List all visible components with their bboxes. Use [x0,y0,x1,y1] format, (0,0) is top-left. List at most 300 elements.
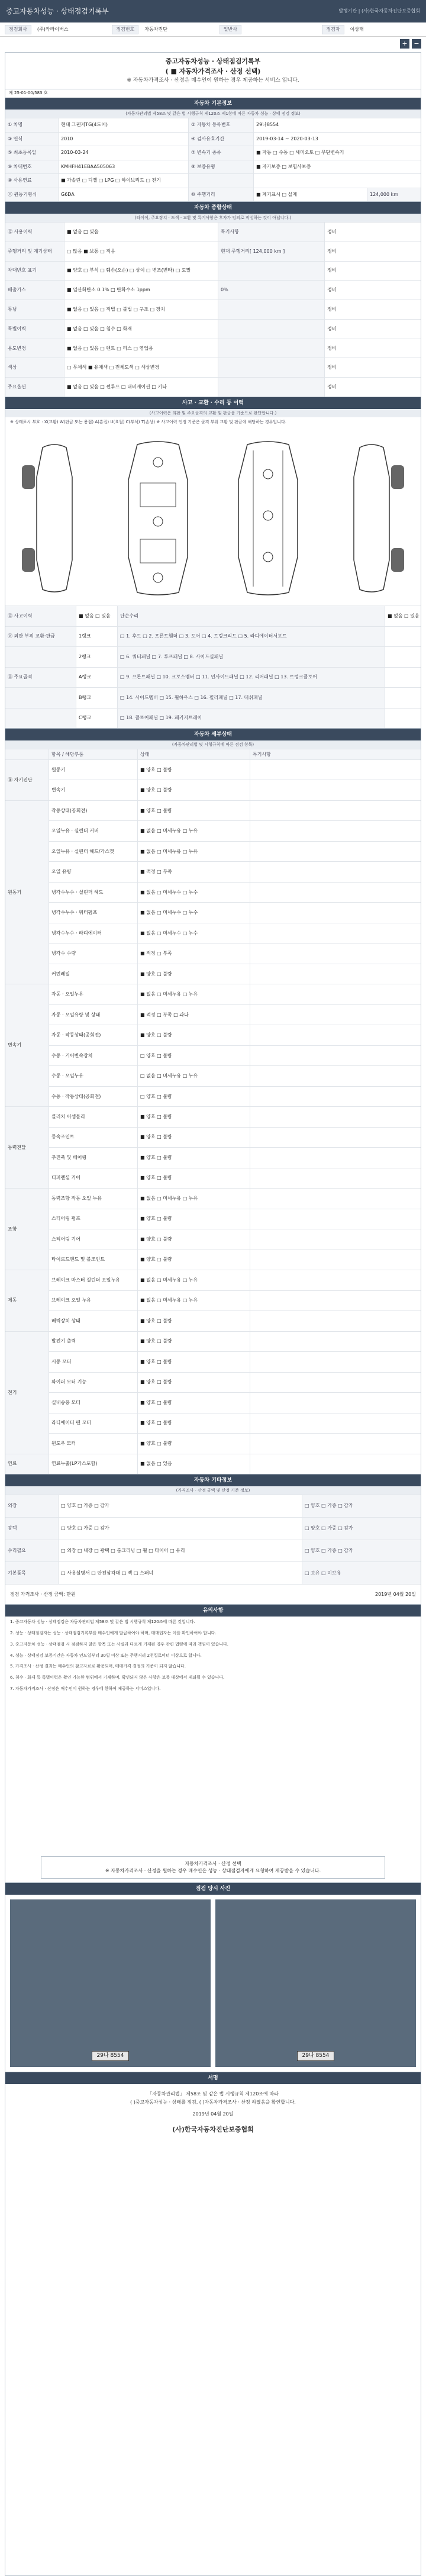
table-cell [218,378,325,397]
detail-row [49,800,421,820]
table-cell: 29나8554 [256,122,279,128]
detail-note [250,1291,421,1310]
table-cell: □ 9. 프론트패널 □ 10. 크로스멤버 □ 11. 인사이드패널 □ 12. 리어패널 □ 13. 트렁크플로어 [118,668,385,688]
table-cell: 튜닝 [5,300,64,319]
table-row [5,280,421,300]
detail-status: ■ 없음 □ 있음 [138,1454,250,1474]
summary-note: (타이어, 주요장치 · 도색 · 교환 및 특기사항은 후자가 임의로 작성하는 것이 아닙니다.) [5,214,421,222]
table-cell: □ 양호 □ 가증 □ 감가 [59,1495,302,1517]
table-cell: 현재 주행거리[ 124,000 km ] [218,242,325,261]
detail-group-label: 원동기 [5,800,49,984]
detail-item: 타이로드엔드 및 볼조인트 [49,1250,138,1270]
table-cell: ■ 없음 □ 있음 [64,223,218,242]
detail-item: 자동 · 오일유량 및 상태 [49,1005,138,1025]
detail-item: 원동기 [49,760,138,780]
table-row [5,339,421,358]
detail-group [5,984,421,1106]
basic-info-title: 자동차 기본정보 [5,98,421,110]
detail-status: ■ 양호 □ 불량 [138,1148,250,1167]
toolbar [0,37,426,52]
table-row [5,1540,421,1562]
table-cell [218,262,325,281]
detail-note [250,964,421,984]
detail-item: 연료누출(LP가스포함) [49,1454,138,1474]
detail-row [49,1270,421,1290]
sign-section [5,2072,421,2575]
detail-item: 브레이크 마스터 실린더 오일누유 [49,1270,138,1290]
detail-item: 수동 · 기어변속장치 [49,1046,138,1065]
detail-note [250,1229,421,1249]
detail-row [49,1168,421,1188]
detail-row [49,1127,421,1147]
detail-group-label: ⑯ 자기진단 [5,759,49,800]
detail-note [250,1413,421,1433]
table-cell: KMHFH41EBAA505063 [59,160,189,174]
basic-info-note: (자동차관리법 제58조 및 같은 법 시행규칙 제120조 제1항에 따른 자동차 성능 · 상태 점검 정보) [5,110,421,118]
detail-row [49,1229,421,1249]
detail-status: ■ 양호 □ 불량 [138,801,250,820]
detail-status: ■ 양호 □ 불량 [138,1250,250,1270]
table-cell: 광택 [5,1518,59,1540]
table-row [5,667,421,688]
table-cell: B랭크 [76,688,118,708]
table-cell: 0% [218,281,325,300]
table-row [5,261,421,281]
accident-table [5,606,421,728]
table-cell: □ 6. 쿼터패널 □ 7. 루프패널 □ 8. 사이드실패널 [118,647,385,667]
table-cell: ■ 없음 □ 있음 □ 렌트 □ 리스 □ 영업용 [64,339,218,358]
notice-item: 1. 중고자동차 성능 · 상태점검은 자동차관리법 제58조 및 같은 법 시행규칙 제120조에 따른 것입니다. [10,1619,195,1624]
rear-photo [215,1899,416,2067]
car-frame-view-icon [218,439,318,598]
detail-row [49,1086,421,1106]
detail-header-item: 항목 / 해당부품 [49,749,138,759]
detail-item: 스티어링 기어 [49,1229,138,1249]
table-cell: ⑥ 차대번호 [5,160,59,174]
detail-item: 커먼레일 [49,964,138,984]
table-cell [218,300,325,319]
detail-item: 실내송풍 모터 [49,1393,138,1412]
detail-item: 수동 · 오일누유 [49,1066,138,1086]
detail-row [49,1392,421,1412]
table-cell: □ 외장 □ 내장 □ 광택 □ 룸크리닝 □ 휠 □ 타이어 □ 유리 [59,1540,302,1562]
document-note: ※ 자동차가격조사 · 산정은 매수인이 원하는 경우 제공하는 서비스 입니다. [127,77,299,83]
table-cell: □ 14. 사이드멤버 □ 15. 휠하우스 □ 16. 필러패널 □ 17. 대쉬패널 [118,688,385,708]
table-cell: ■ 가솔린 □ 디젤 □ LPG □ 하이브리드 □ 전기 [59,174,189,188]
top-bar [0,0,426,22]
price-note: (가격조사 · 산정 금액 및 산정 기준 정보) [5,1486,421,1495]
detail-note [250,842,421,861]
detail-status: ■ 양호 □ 불량 [138,1413,250,1433]
price-result-text: 점검 가격조사 · 산정 금액: 만원 [10,1591,76,1597]
detail-note [250,1148,421,1167]
detail-note [250,1373,421,1392]
detail-item: 변속기 [49,780,138,800]
notice-item: 5. 가격조사 · 산정 결과는 매수인의 참고자료로 활용되며, 매매가격 결정의 기준이 되지 않습니다. [10,1664,186,1669]
table-row [5,377,421,397]
table-cell: ■ 없음 □ 있음 □ 썬루프 □ 내비게이션 □ 기타 [64,378,218,397]
detail-note [250,1128,421,1147]
detail-header-note: 특기사항 [250,749,421,759]
price-section [5,1474,421,1605]
table-cell [5,709,76,729]
front-photo [10,1899,211,2067]
table-row [5,358,421,377]
detail-note [250,1025,421,1045]
detail-note [250,1005,421,1025]
detail-note [250,1168,421,1188]
table-cell: 기본품목 [5,1562,59,1584]
table-cell: ■ 없음 □ 있음 □ 적법 □ 불법 □ 구조 □ 장치 [64,300,218,319]
add-button[interactable]: + [400,39,409,49]
inspection-document [5,52,421,2576]
detail-item: 브레이크 오일 누유 [49,1291,138,1310]
table-cell: 주행거리 및 계기상태 [5,242,64,261]
detail-status: □ 양호 □ 불량 [138,1046,250,1065]
detail-table [5,759,421,1474]
detail-row [49,1045,421,1065]
detail-status: ■ 양호 □ 불량 [138,1311,250,1331]
summary-title: 자동차 종합상태 [5,202,421,214]
detail-item: 오일누유 · 실린더 헤드/가스켓 [49,842,138,861]
table-cell: ■ 계기표시 □ 실제 [254,188,367,202]
table-cell: 색상 [5,358,64,377]
info-value-inspector: 이상태 [350,26,364,32]
detail-note [250,1332,421,1351]
detail-row [49,1025,421,1045]
table-cell: 주요옵션 [5,378,64,397]
summary-table [5,222,421,397]
table-cell: 124,000 km [367,188,421,202]
detail-row [49,1188,421,1208]
detail-status: ■ 양호 □ 불량 [138,1107,250,1126]
sign-title: 서명 [5,2072,421,2084]
detail-note [250,801,421,820]
detail-note [250,903,421,922]
document-header [5,53,421,89]
detail-status: ■ 양호 □ 불량 [138,1373,250,1392]
detail-item: 오일 유량 [49,862,138,881]
vehicle-diagram [5,432,421,606]
table-cell: ⑭ 외판 부위 교환·판금 [5,627,76,647]
sign-area [5,2084,421,2575]
table-cell: ■ 없음 □ 있음 [388,613,419,619]
issuer-text: 발행기관 | (사)한국자동차진단보증협회 [338,8,420,14]
detail-note [250,780,421,800]
detail-row [49,923,421,943]
detail-status: ■ 없음 □ 미세누유 □ 누유 [138,842,250,861]
detail-status: ■ 양호 □ 불량 [138,1168,250,1188]
table-cell: □ 양호 □ 가증 □ 감가 [302,1540,421,1562]
detail-row [49,1433,421,1453]
table-row [5,242,421,261]
table-cell: ⑨ 보증유형 [189,160,254,174]
detail-status: □ 없음 □ 미세누유 □ 누유 [138,1066,250,1086]
detail-item: 시동 모터 [49,1352,138,1371]
notice-list [5,1617,421,1853]
detail-row [49,861,421,881]
table-row [5,300,421,319]
table-cell [385,647,421,667]
detail-status: ■ 양호 □ 불량 [138,780,250,800]
detail-note [250,760,421,780]
detail-item: 자동 · 작동상태(공회전) [49,1025,138,1045]
table-cell: 특별이력 [5,320,64,339]
detail-header-status: 상태 [138,749,250,759]
table-cell [218,320,325,339]
detail-status: ■ 없음 □ 미세누수 □ 누수 [138,903,250,922]
detail-status: ■ 양호 □ 불량 [138,1332,250,1351]
detail-note [250,1454,421,1474]
detail-note [250,1270,421,1290]
accident-section [5,397,421,729]
detail-note [250,1352,421,1371]
detail-status: ■ 양호 □ 불량 [138,1352,250,1371]
table-cell: 정비 [327,326,337,331]
detail-row [49,964,421,984]
document-subtitle: ( ■ 자동차가격조사 · 산정 선택) [165,67,261,75]
table-cell: 정비 [327,307,337,313]
notice-item: 3. 중고자동차 성능 · 상태점검 시 점검하지 않은 항목 또는 사실과 다르게 기재된 경우 관련 법령에 따라 책임이 있습니다. [10,1641,228,1647]
table-cell: G6DA [59,188,189,202]
detail-group-label: 변속기 [5,984,49,1106]
car-top-view-icon [108,439,208,598]
table-cell: ■ 양호 □ 부식 □ 훼손(오손) □ 상이 □ 변조(변타) □ 도말 [64,262,218,281]
detail-group [5,1188,421,1270]
detail-row [49,902,421,922]
table-cell [5,688,76,708]
detail-status: ■ 적정 □ 부족 [138,944,250,963]
table-cell: ② 자동차 등록번호 [189,118,254,132]
remove-button[interactable]: − [412,39,421,49]
notice-item: 2. 성능 · 상태점검자는 성능 · 상태점검기록부를 매수인에게 발급하여야 하며, 매매업자는 이를 확인하여야 합니다. [10,1630,217,1635]
detail-note [250,1311,421,1331]
table-cell: ⑪ 원동기형식 [5,188,59,202]
detail-item: 동력조향 작동 오일 누유 [49,1189,138,1208]
notice-section [5,1605,421,1883]
detail-row [49,1004,421,1025]
detail-status: ■ 양호 □ 불량 [138,1393,250,1412]
detail-group-label: 연료 [5,1454,49,1474]
detail-note [250,1066,421,1086]
detail-header-row [5,749,421,759]
table-cell: 2019-03-14 ~ 2020-03-13 [256,136,318,141]
detail-note [250,1209,421,1229]
table-row [5,118,421,132]
info-bar [0,22,426,37]
detail-group [5,1270,421,1331]
table-cell: □ 18. 플로어패널 □ 19. 패키지트레이 [118,709,385,729]
detail-group-label: 제동 [5,1270,49,1331]
detail-item: 냉각수누수 · 실린더 헤드 [49,883,138,902]
table-cell: □ 보유 □ 미보유 [302,1562,421,1584]
detail-note [250,862,421,881]
photo-title: 점검 당시 사진 [5,1883,421,1895]
table-cell [189,174,254,188]
table-cell [5,647,76,667]
detail-note [250,1250,421,1270]
table-row [5,319,421,339]
basic-info-table [5,118,421,201]
table-cell: 정비 [327,384,337,390]
detail-note: (자동차관리법 및 시행규칙에 따른 점검 항목) [5,740,421,749]
detail-status: ■ 없음 □ 미세누수 □ 누수 [138,883,250,902]
photo-section [5,1883,421,2072]
detail-item: 수동 · 작동상태(공회전) [49,1087,138,1106]
table-cell: 2010-03-24 [59,146,189,160]
table-cell: 정비 [327,248,337,254]
accident-legend: ※ 상태표시 부호 : X(교환) W(판금 또는 용접) A(흠집) U(요철) C(부식) T(손상) ※ 사고이력 인정 기준은 골격 부위 교환 및 판금에 해당하는 경우입니다. [10,420,286,424]
price-result [5,1584,421,1604]
detail-group-label: 전기 [5,1331,49,1454]
detail-item: 배력장치 상태 [49,1311,138,1331]
table-cell: ⑩ 주행거리 [189,188,254,202]
detail-status: ■ 양호 □ 불량 [138,760,250,780]
detail-row [49,1413,421,1433]
table-cell: ⑦ 변속기 종류 [189,146,254,160]
detail-row [49,943,421,963]
detail-row [49,1250,421,1270]
table-cell: ⑤ 최초등록일 [5,146,59,160]
table-cell [385,627,421,647]
detail-item: 냉각수누수 · 라디에이터 [49,923,138,943]
detail-status: ■ 없음 □ 미세누유 □ 누유 [138,821,250,841]
detail-row [49,1372,421,1392]
table-cell [218,358,325,377]
info-value-type [245,28,318,31]
detail-row [49,780,421,800]
table-cell: □ 양호 □ 가증 □ 감가 [302,1518,421,1540]
detail-row [49,882,421,902]
table-cell: 용도변경 [5,339,64,358]
price-table [5,1495,421,1584]
detail-item: 라디에이터 팬 모터 [49,1413,138,1433]
detail-item: 자동 · 오일누유 [49,984,138,1004]
table-cell: ■ 자동 □ 수동 □ 세미오토 □ 무단변속기 [256,150,344,156]
summary-section [5,202,421,397]
detail-item: 발전기 출력 [49,1332,138,1351]
detail-note [250,1046,421,1065]
detail-group [5,1331,421,1454]
table-cell: 정비 [327,287,337,293]
detail-section [5,729,421,1474]
detail-note [250,984,421,1004]
detail-group [5,1106,421,1188]
table-cell: 정비 [327,365,337,371]
table-cell: ■ 없음 □ 있음 [76,606,118,626]
price-title: 자동차 기타정보 [5,1474,421,1486]
table-cell: 배출가스 [5,281,64,300]
detail-item: 윈도우 모터 [49,1434,138,1453]
table-cell: 차대번호 표기 [5,262,64,281]
table-row [5,173,421,188]
sign-org: (사)한국자동차진단보증협회 [172,2126,254,2133]
detail-status: ■ 양호 □ 불량 [138,1229,250,1249]
detail-header-group [5,749,49,759]
table-cell: 현대 그랜저TG(4도어) [59,118,189,132]
detail-status: ■ 없음 □ 미세누유 □ 누유 [138,1270,250,1290]
car-left-side-icon [10,442,99,595]
detail-status: ■ 없음 □ 미세누유 □ 누유 [138,1189,250,1208]
document-number: 제 25-01-00/583 호 [9,91,48,95]
table-cell: 1랭크 [76,627,118,647]
detail-row [49,1331,421,1351]
notice-item: 6. 침수 · 화재 등 특별이력은 확인 가능한 범위에서 기재하며, 확인되지 않은 사항은 보증 대상에서 제외될 수 있습니다. [10,1675,225,1680]
detail-note [250,1189,421,1208]
sign-date: 2019년 04월 20일 [192,2111,234,2117]
table-cell: □ 1. 후드 □ 2. 프론트휀더 □ 3. 도어 □ 4. 트렁크리드 □ 5. 라디에이터서포트 [118,627,385,647]
detail-status: ■ 양호 □ 불량 [138,1434,250,1453]
table-cell: ⑮ 주요골격 [5,668,76,688]
table-row [5,687,421,708]
table-cell: 외장 [5,1495,59,1517]
table-cell: 수리필요 [5,1540,59,1562]
detail-status: ■ 적정 □ 부족 [138,862,250,881]
detail-row [49,1310,421,1331]
detail-note [250,883,421,902]
table-cell [385,709,421,729]
detail-row [49,1147,421,1167]
detail-item: 클러치 어셈블리 [49,1107,138,1126]
detail-item: 냉각수 수량 [49,944,138,963]
table-cell: 정비 [327,345,337,351]
price-date: 2019년 04월 20일 [375,1591,416,1597]
detail-note [250,1087,421,1106]
notice-title: 유의사항 [5,1605,421,1617]
table-cell [218,339,325,358]
detail-note [250,1393,421,1412]
detail-note [250,1434,421,1453]
basic-info-section [5,89,421,202]
table-cell: 정비 [327,228,337,234]
detail-row [49,1209,421,1229]
table-cell: □ 무채색 ■ 유채색 □ 전체도색 □ 색상변경 [64,358,218,377]
table-cell [385,688,421,708]
table-row [5,646,421,667]
detail-group [5,800,421,984]
app-title: 중고자동차성능 · 상태점검기록부 [6,7,109,15]
detail-group-label: 조향 [5,1188,49,1270]
table-cell: □ 많음 ■ 보통 □ 적음 [64,242,218,261]
table-row [5,1517,421,1540]
detail-group [5,1454,421,1474]
detail-status: □ 양호 □ 불량 [138,1087,250,1106]
detail-item: 디퍼렌셜 기어 [49,1168,138,1188]
detail-group-label: 동력전달 [5,1106,49,1188]
info-label-number: 점검번호 [112,25,138,34]
detail-row [49,1106,421,1126]
detail-row [49,1065,421,1086]
table-cell [254,174,421,188]
detail-status: ■ 양호 □ 불량 [138,1025,250,1045]
plate-front: 29나 8554 [92,2051,130,2061]
table-cell: C랭크 [76,709,118,729]
table-cell: ⑧ 사용연료 [5,174,59,188]
info-label-inspector: 점검자 [322,25,344,34]
table-cell: ■ 없음 □ 있음 □ 침수 □ 화재 [64,320,218,339]
plate-rear: 29나 8554 [297,2051,335,2061]
table-row [5,606,421,626]
detail-note [250,923,421,943]
detail-row [49,1351,421,1371]
table-cell: 정비 [327,268,337,273]
table-row [5,160,421,174]
detail-group [5,759,421,800]
photo-area [5,1895,421,2072]
detail-title: 자동차 세부상태 [5,729,421,740]
table-cell: ① 차명 [5,118,59,132]
table-row [5,1495,421,1517]
